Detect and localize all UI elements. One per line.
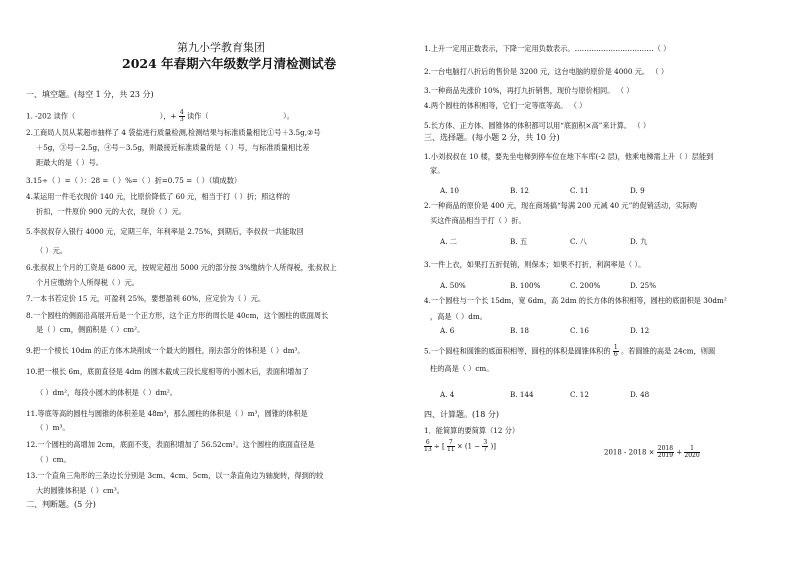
judge-2: 2.一台电脑打八折后的售价是 3200 元，这台电脑的原价是 4000 元。 （ ） bbox=[424, 67, 669, 76]
choice-4-option-b: B. 18 bbox=[510, 326, 529, 335]
question-4-line1: 4.某运用一件毛衣现价 140 元，比原价降低了 60 元，相当于打（ ）折；照这样的 bbox=[26, 192, 290, 201]
choice-1-option-c: C. 11 bbox=[570, 186, 589, 195]
choice-2-option-c: C. 八 bbox=[570, 237, 587, 246]
question-5-line1: 5.李叔叔存入银行 4000 元，定期三年，年利率是 2.75%，到期后，李叔叔一共能取回 bbox=[26, 227, 304, 236]
choice-1-option-d: D. 9 bbox=[630, 186, 645, 195]
calc-instruction: 1．能简算的要简算（12 分） bbox=[424, 426, 520, 435]
judge-5: 5.长方体、正方体、圆锥体的体积都可以用“底面积×高”来计算。 （ ） bbox=[424, 121, 651, 130]
choice-4-option-c: C. 16 bbox=[570, 326, 589, 335]
question-13-line1: 13.一个直角三角形的三条边长分别是 3cm、4cm、5cm，以一条直角边为轴旋转，得到的较 bbox=[26, 471, 324, 480]
question-2-line3: 距最大的是（ ）号。 bbox=[36, 158, 103, 167]
question-7: 7.一本书若定价 15 元，可盈利 25%，要想盈利 60%，应定价为（ ）元。 bbox=[26, 294, 266, 303]
fraction-4-3: $\frac{4}{3}$ bbox=[179, 109, 184, 123]
question-8-line2: 是（ ）cm，侧面积是（ ）cm²。 bbox=[36, 325, 145, 334]
choice-5-option-c: C. 12 bbox=[570, 390, 589, 399]
question-6-line1: 6.张叔叔上个月的工资是 6800 元，按规定超出 5000 元的部分按 3%缴纳个人所得税，张叔叔上 bbox=[26, 263, 337, 272]
section-true-false: 二、判断题。(5 分) bbox=[26, 500, 96, 509]
choice-3: 3.一件上衣，如果打五折促销，则保本；如果不打折，利润率是（ ）。 bbox=[424, 260, 646, 269]
judge-3: 3.一种商品先涨价 10%，再打九折销售，现价与原价相同。 （ ） bbox=[424, 86, 634, 95]
question-2-line1: 2.工商局人员从某超市抽样了 4 袋盐进行质量检测,检测结果与标准质量相比①号＋3.5g,②号 bbox=[26, 128, 321, 137]
expression-1: $\frac{6}{13}$ ÷ [ $\frac{7}{11}$ × (1 − $\frac{3}{7}$ )] bbox=[424, 439, 496, 453]
choice-2-option-d: D. 九 bbox=[630, 237, 648, 246]
question-11-line1: 11.等底等高的圆柱与圆锥的体积差是 48m³，那么圆柱的体积是（ ）m³，圆锥的体积是 bbox=[26, 409, 308, 418]
choice-5-option-d: D. 48 bbox=[630, 390, 650, 399]
choice-5-line1: 5.一个圆柱和圆锥的底面积相等，圆柱的体积是圆锥体积的 $\frac{1}{6}$ 。若圆锥的高是 24cm，则圆 bbox=[424, 344, 716, 358]
question-11-line2: （ ）m³。 bbox=[36, 423, 70, 432]
choice-4-line1: 4.一个圆柱与一个长 15dm，宽 6dm，高 2dm 的长方体的体积相等，圆柱的底面积是 30dm² bbox=[424, 296, 727, 305]
choice-1-option-b: B. 12 bbox=[510, 186, 529, 195]
fraction-1-2020: $\frac{1}{2020}$ bbox=[684, 445, 700, 459]
question-13-line2: 大的圆锥体积是（ ）cm³。 bbox=[36, 486, 124, 495]
question-6-line2: 个月应缴纳个人所得税（ ）元。 bbox=[36, 278, 139, 287]
question-10-line1: 10.把一根长 6m，底面直径是 4dm 的圆木截成三段长度相等的小圆木后，表面积增加了 bbox=[26, 367, 309, 376]
choice-1-line2: 家。 bbox=[430, 166, 445, 175]
section-choice: 三、选择题。(每小题 2 分，共 10 分) bbox=[424, 133, 560, 142]
fraction-2018-2019: $\frac{2018}{2019}$ bbox=[657, 445, 674, 459]
question-2-line2: ＋5g，③号－2.5g，④号－3.5g，则最接近标准质量的是（ ）号，与标准质量相比差 bbox=[36, 143, 310, 152]
choice-4-option-d: D. 12 bbox=[630, 326, 650, 335]
choice-2-line2: 买这件商品相当于打（ ）折。 bbox=[430, 216, 526, 225]
choice-5-option-a: A. 4 bbox=[440, 390, 455, 399]
section-calculation: 四、计算题。(18 分) bbox=[424, 410, 499, 419]
fraction-3-7: $\frac{3}{7}$ bbox=[483, 439, 488, 453]
expression-2: 2018 - 2018 × $\frac{2018}{2019}$ + $\frac{1}{2020}$ bbox=[604, 445, 700, 459]
section-fill-blank: 一、填空题。(每空 1 分，共 23 分) bbox=[26, 90, 154, 99]
exam-title: 2024 年春期六年级数学月清检测试卷 bbox=[122, 56, 337, 71]
choice-1-line1: 1.小刘叔叔在 10 楼，要先坐电梯到停车位在地下车库(-2 层)，他乘电梯需上升（ ）层能到 bbox=[424, 152, 714, 161]
choice-2-option-a: A. 二 bbox=[440, 237, 457, 246]
fraction-1-6: $\frac{1}{6}$ bbox=[613, 344, 618, 358]
choice-1-option-a: A. 10 bbox=[440, 186, 459, 195]
question-12-line2: （ ）cm。 bbox=[36, 455, 71, 464]
choice-3-option-c: C. 200% bbox=[570, 281, 601, 290]
choice-2-option-b: B. 五 bbox=[510, 237, 528, 246]
fraction-6-13: $\frac{6}{13}$ bbox=[424, 439, 432, 453]
question-10-line2: （ ）dm²，每段小圆木的体积是（ ）dm²。 bbox=[36, 388, 177, 397]
school-name: 第九小学教育集团 bbox=[177, 41, 265, 54]
question-1: 1. -202 读作（ ），+ $\frac{4}{3}$ 读作（ ）。 bbox=[26, 109, 294, 123]
choice-3-option-d: D. 25% bbox=[630, 281, 657, 290]
choice-3-option-a: A. 50% bbox=[440, 281, 466, 290]
choice-4-line2: ，高是（ ）dm。 bbox=[430, 312, 487, 321]
choice-5-option-b: B. 144 bbox=[510, 390, 534, 399]
question-12-line1: 12.一个圆柱的高增加 2cm，底面不变，表面积增加了 56.52cm²。这个圆柱的底面直径是 bbox=[26, 440, 315, 449]
judge-1: 1.上升一定用正数表示，下降一定用负数表示。……………………………（ ） bbox=[424, 44, 671, 53]
question-3: 3.15÷（ ）=（ ）：28 =（ ）%=（ ）折=0.75 =（ ）（填成数） bbox=[26, 176, 242, 185]
choice-4-option-a: A. 6 bbox=[440, 326, 455, 335]
judge-4: 4.两个圆柱的体积相等，它们一定等底等高。 （ ） bbox=[424, 101, 587, 110]
question-5-line2: （ ）元。 bbox=[36, 246, 68, 255]
question-8-line1: 8.一个圆柱的侧面沿高展开后是一个正方形，这个正方形的周长是 40cm，这个圆柱的底面周长 bbox=[26, 311, 329, 320]
choice-2-line1: 2.一种商品的原价是 400 元，现在商场搞“每满 200 元减 40 元”的促销活动，实际购 bbox=[424, 201, 697, 210]
question-9: 9.把一个棱长 10dm 的正方体木块削成一个最大的圆柱，削去部分的体积是（ ）dm³。 bbox=[26, 346, 305, 355]
question-4-line2: 折扣，一件原价 900 元的大衣，现价（ ）元。 bbox=[36, 207, 186, 216]
choice-3-option-b: B. 100% bbox=[510, 281, 541, 290]
choice-5-line2: 柱的高是（ ）cm。 bbox=[430, 364, 494, 373]
fraction-7-11: $\frac{7}{11}$ bbox=[446, 439, 455, 453]
